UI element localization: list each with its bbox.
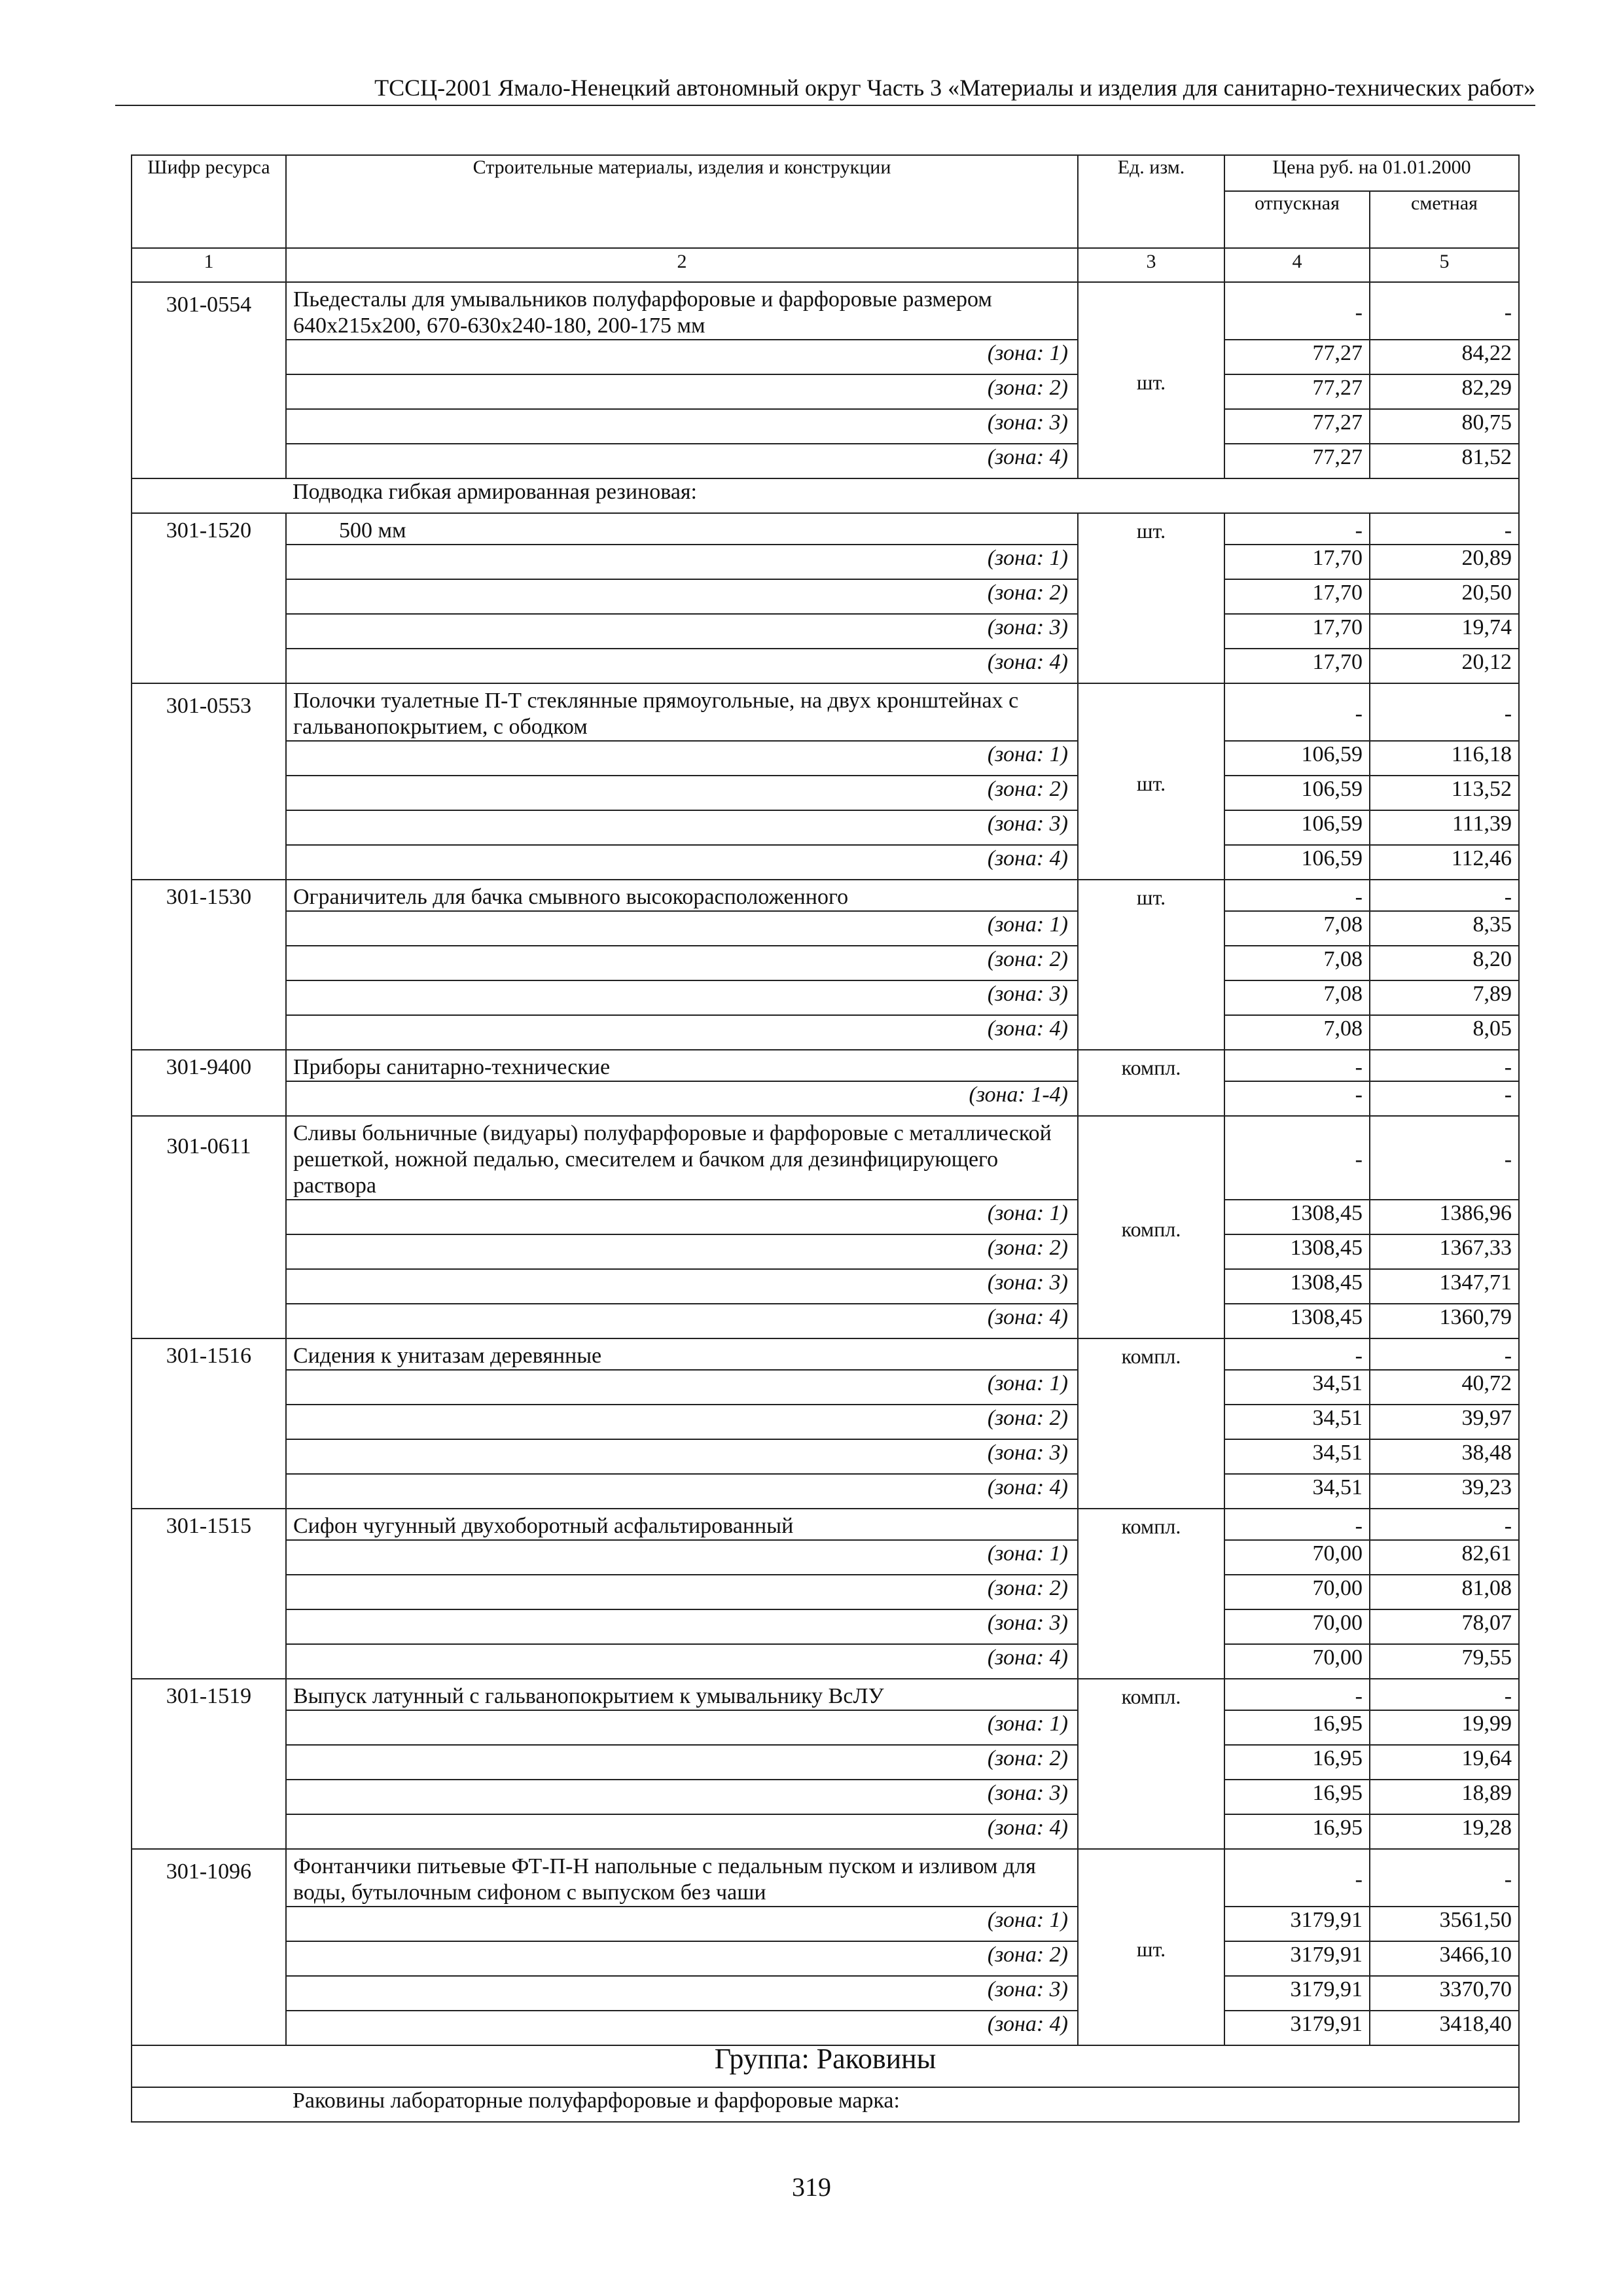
unit: шт.	[1078, 513, 1224, 683]
unit: компл.	[1078, 1338, 1224, 1509]
estimate-price: 82,61	[1370, 1540, 1519, 1575]
release-price: 77,27	[1224, 374, 1370, 409]
table-header-row	[132, 155, 1519, 191]
estimate-price: 8,35	[1370, 911, 1519, 946]
release-price: 7,08	[1224, 980, 1370, 1015]
unit: шт.	[1078, 880, 1224, 1050]
zone-label: (зона: 4)	[286, 444, 1078, 478]
zone-label: (зона: 2)	[286, 374, 1078, 409]
estimate-price: 39,97	[1370, 1405, 1519, 1439]
table-row	[132, 683, 1519, 741]
column-number: 2	[286, 248, 1078, 282]
zone-label: (зона: 2)	[286, 1575, 1078, 1609]
release-price: 17,70	[1224, 614, 1370, 649]
estimate-price: 80,75	[1370, 409, 1519, 444]
resource-code: 301-1519	[132, 1679, 286, 1849]
estimate-price: -	[1370, 1081, 1519, 1116]
empty-cell	[132, 2087, 286, 2122]
zone-row	[132, 1745, 1519, 1780]
release-price: 106,59	[1224, 776, 1370, 810]
release-price: 16,95	[1224, 1814, 1370, 1849]
release-price: 16,95	[1224, 1745, 1370, 1780]
release-price: 77,27	[1224, 444, 1370, 478]
zone-row	[132, 1081, 1519, 1116]
zone-label: (зона: 2)	[286, 946, 1078, 980]
estimate-price: -	[1370, 880, 1519, 911]
zone-row	[132, 614, 1519, 649]
release-price: 3179,91	[1224, 1941, 1370, 1976]
column-number: 1	[132, 248, 286, 282]
estimate-price: 38,48	[1370, 1439, 1519, 1474]
release-price: 106,59	[1224, 845, 1370, 880]
release-price: 70,00	[1224, 1540, 1370, 1575]
header-estimate-price: сметная	[1370, 191, 1519, 248]
estimate-price: 81,08	[1370, 1575, 1519, 1609]
zone-label: (зона: 1)	[286, 1710, 1078, 1745]
unit: компл.	[1078, 1509, 1224, 1679]
zone-label: (зона: 2)	[286, 1405, 1078, 1439]
release-price: -	[1224, 880, 1370, 911]
table-row	[132, 880, 1519, 911]
estimate-price: 81,52	[1370, 444, 1519, 478]
material-name: Выпуск латунный с гальванопокрытием к умывальнику ВсЛУ	[286, 1679, 1078, 1710]
unit: компл.	[1078, 1050, 1224, 1116]
empty-cell	[132, 478, 286, 513]
empty-cell	[1370, 478, 1519, 513]
zone-label: (зона: 3)	[286, 1269, 1078, 1304]
release-price: 77,27	[1224, 340, 1370, 374]
zone-label: (зона: 3)	[286, 980, 1078, 1015]
zone-row	[132, 741, 1519, 776]
zone-label: (зона: 2)	[286, 776, 1078, 810]
table-row	[132, 1050, 1519, 1081]
release-price: 1308,45	[1224, 1304, 1370, 1338]
estimate-price: 113,52	[1370, 776, 1519, 810]
zone-row	[132, 374, 1519, 409]
release-price: 1308,45	[1224, 1234, 1370, 1269]
estimate-price: 19,99	[1370, 1710, 1519, 1745]
resource-code: 301-0554	[132, 282, 286, 478]
empty-cell	[1224, 2087, 1370, 2122]
price-table	[131, 154, 1520, 2123]
release-price: -	[1224, 1509, 1370, 1540]
subheading-row	[132, 2087, 1519, 2122]
zone-label: (зона: 4)	[286, 1644, 1078, 1679]
zone-row	[132, 444, 1519, 478]
zone-row	[132, 1780, 1519, 1814]
material-name: Сифон чугунный двухоборотный асфальтированный	[286, 1509, 1078, 1540]
zone-label: (зона: 4)	[286, 2011, 1078, 2045]
estimate-price: 20,12	[1370, 649, 1519, 683]
zone-label: (зона: 4)	[286, 649, 1078, 683]
release-price: -	[1224, 1679, 1370, 1710]
zone-row	[132, 845, 1519, 880]
table-row	[132, 282, 1519, 340]
release-price: 1308,45	[1224, 1200, 1370, 1234]
zone-row	[132, 545, 1519, 579]
table-row	[132, 1849, 1519, 1907]
zone-row	[132, 1540, 1519, 1575]
zone-row	[132, 1304, 1519, 1338]
estimate-price: 3466,10	[1370, 1941, 1519, 1976]
estimate-price: -	[1370, 683, 1519, 741]
zone-label: (зона: 3)	[286, 1439, 1078, 1474]
table-row	[132, 1509, 1519, 1540]
estimate-price: -	[1370, 1849, 1519, 1907]
zone-label: (зона: 4)	[286, 1474, 1078, 1509]
material-name: Фонтанчики питьевые ФТ-П-Н напольные с педальным пуском и изливом для воды, бутылочным сифоном с выпуском без чаши	[286, 1849, 1078, 1907]
release-price: -	[1224, 1849, 1370, 1907]
unit: шт.	[1078, 683, 1224, 880]
release-price: -	[1224, 1116, 1370, 1200]
release-price: 7,08	[1224, 1015, 1370, 1050]
estimate-price: 19,74	[1370, 614, 1519, 649]
estimate-price: 111,39	[1370, 810, 1519, 845]
table-row	[132, 1116, 1519, 1200]
zone-label: (зона: 4)	[286, 1015, 1078, 1050]
release-price: 16,95	[1224, 1780, 1370, 1814]
zone-label: (зона: 2)	[286, 1941, 1078, 1976]
group-row	[132, 2045, 1519, 2087]
estimate-price: -	[1370, 513, 1519, 545]
release-price: 70,00	[1224, 1644, 1370, 1679]
estimate-price: 112,46	[1370, 845, 1519, 880]
estimate-price: -	[1370, 1679, 1519, 1710]
release-price: 77,27	[1224, 409, 1370, 444]
zone-row	[132, 980, 1519, 1015]
release-price: 34,51	[1224, 1474, 1370, 1509]
release-price: -	[1224, 1050, 1370, 1081]
zone-row	[132, 1200, 1519, 1234]
unit: шт.	[1078, 282, 1224, 478]
zone-row	[132, 2011, 1519, 2045]
zone-label: (зона: 2)	[286, 1234, 1078, 1269]
zone-row	[132, 1439, 1519, 1474]
zone-row	[132, 1710, 1519, 1745]
release-price: 70,00	[1224, 1575, 1370, 1609]
estimate-price: 84,22	[1370, 340, 1519, 374]
empty-cell	[1078, 2087, 1224, 2122]
zone-label: (зона: 4)	[286, 845, 1078, 880]
zone-label: (зона: 1)	[286, 340, 1078, 374]
column-number: 5	[1370, 248, 1519, 282]
zone-label: (зона: 1)	[286, 545, 1078, 579]
resource-code: 301-1515	[132, 1509, 286, 1679]
subheading-text: Подводка гибкая армированная резиновая:	[286, 478, 1078, 513]
estimate-price: -	[1370, 1116, 1519, 1200]
zone-label: (зона: 3)	[286, 810, 1078, 845]
column-number-row	[132, 248, 1519, 282]
release-price: 17,70	[1224, 579, 1370, 614]
zone-row	[132, 649, 1519, 683]
material-name: Приборы санитарно-технические	[286, 1050, 1078, 1081]
material-name: Пьедесталы для умывальников полуфарфоровые и фарфоровые размером 640x215x200, 670-630x240-180, 200-175 мм	[286, 282, 1078, 340]
header-unit: Ед. изм.	[1078, 155, 1224, 248]
table-row	[132, 1338, 1519, 1370]
header-release-price: отпускная	[1224, 191, 1370, 248]
estimate-price: 8,20	[1370, 946, 1519, 980]
estimate-price: 7,89	[1370, 980, 1519, 1015]
column-number: 3	[1078, 248, 1224, 282]
estimate-price: 18,89	[1370, 1780, 1519, 1814]
table-row	[132, 513, 1519, 545]
zone-label: (зона: 1)	[286, 1370, 1078, 1405]
release-price: 106,59	[1224, 810, 1370, 845]
estimate-price: -	[1370, 1509, 1519, 1540]
zone-label: (зона: 3)	[286, 1609, 1078, 1644]
unit: компл.	[1078, 1116, 1224, 1338]
estimate-price: 39,23	[1370, 1474, 1519, 1509]
subheading-row	[132, 478, 1519, 513]
release-price: 34,51	[1224, 1405, 1370, 1439]
running-header: ТССЦ-2001 Ямало-Ненецкий автономный округ Часть 3 «Материалы и изделия для санитарно-технических работ»	[374, 75, 1535, 101]
zone-row	[132, 776, 1519, 810]
zone-row	[132, 1941, 1519, 1976]
zone-row	[132, 1609, 1519, 1644]
estimate-price: 79,55	[1370, 1644, 1519, 1679]
zone-label: (зона: 1)	[286, 741, 1078, 776]
zone-label: (зона: 3)	[286, 409, 1078, 444]
zone-label: (зона: 3)	[286, 1780, 1078, 1814]
subheading-text: Раковины лабораторные полуфарфоровые и фарфоровые марка:	[286, 2087, 1078, 2122]
group-title: Группа: Раковины	[132, 2045, 1519, 2087]
zone-row	[132, 409, 1519, 444]
release-price: -	[1224, 1081, 1370, 1116]
zone-row	[132, 1234, 1519, 1269]
zone-label: (зона: 4)	[286, 1814, 1078, 1849]
zone-row	[132, 579, 1519, 614]
release-price: 17,70	[1224, 545, 1370, 579]
release-price: -	[1224, 683, 1370, 741]
empty-cell	[1224, 478, 1370, 513]
estimate-price: 78,07	[1370, 1609, 1519, 1644]
header-price-group: Цена руб. на 01.01.2000	[1224, 155, 1519, 191]
release-price: 1308,45	[1224, 1269, 1370, 1304]
zone-row	[132, 1907, 1519, 1941]
material-name: Сидения к унитазам деревянные	[286, 1338, 1078, 1370]
zone-row	[132, 810, 1519, 845]
estimate-price: 1367,33	[1370, 1234, 1519, 1269]
resource-code: 301-1516	[132, 1338, 286, 1509]
zone-row	[132, 946, 1519, 980]
header-code: Шифр ресурса	[132, 155, 286, 248]
zone-row	[132, 1575, 1519, 1609]
column-number: 4	[1224, 248, 1370, 282]
estimate-price: 1360,79	[1370, 1304, 1519, 1338]
zone-row	[132, 1814, 1519, 1849]
resource-code: 301-1520	[132, 513, 286, 683]
estimate-price: 20,50	[1370, 579, 1519, 614]
release-price: 7,08	[1224, 946, 1370, 980]
zone-row	[132, 1976, 1519, 2011]
empty-cell	[1370, 2087, 1519, 2122]
estimate-price: 1347,71	[1370, 1269, 1519, 1304]
estimate-price: 3561,50	[1370, 1907, 1519, 1941]
release-price: 106,59	[1224, 741, 1370, 776]
zone-row	[132, 1370, 1519, 1405]
resource-code: 301-0553	[132, 683, 286, 880]
estimate-price: -	[1370, 1338, 1519, 1370]
header-name: Строительные материалы, изделия и конструкции	[286, 155, 1078, 248]
unit: шт.	[1078, 1849, 1224, 2045]
release-price: 7,08	[1224, 911, 1370, 946]
resource-code: 301-1530	[132, 880, 286, 1050]
header-rule	[115, 105, 1535, 106]
resource-code: 301-1096	[132, 1849, 286, 2045]
zone-label: (зона: 1-4)	[286, 1081, 1078, 1116]
estimate-price: 1386,96	[1370, 1200, 1519, 1234]
zone-label: (зона: 1)	[286, 911, 1078, 946]
release-price: 3179,91	[1224, 1907, 1370, 1941]
release-price: 3179,91	[1224, 2011, 1370, 2045]
estimate-price: 8,05	[1370, 1015, 1519, 1050]
release-price: -	[1224, 282, 1370, 340]
page-number: 319	[792, 2172, 831, 2202]
estimate-price: 40,72	[1370, 1370, 1519, 1405]
release-price: 70,00	[1224, 1609, 1370, 1644]
zone-row	[132, 1405, 1519, 1439]
zone-label: (зона: 4)	[286, 1304, 1078, 1338]
release-price: 17,70	[1224, 649, 1370, 683]
zone-label: (зона: 2)	[286, 1745, 1078, 1780]
material-name: 500 мм	[286, 513, 1078, 545]
estimate-price: 19,64	[1370, 1745, 1519, 1780]
zone-row	[132, 340, 1519, 374]
release-price: 34,51	[1224, 1439, 1370, 1474]
material-name: Ограничитель для бачка смывного высокорасположенного	[286, 880, 1078, 911]
zone-label: (зона: 1)	[286, 1540, 1078, 1575]
estimate-price: 19,28	[1370, 1814, 1519, 1849]
estimate-price: 82,29	[1370, 374, 1519, 409]
zone-row	[132, 1644, 1519, 1679]
empty-cell	[1078, 478, 1224, 513]
resource-code: 301-0611	[132, 1116, 286, 1338]
release-price: 34,51	[1224, 1370, 1370, 1405]
zone-row	[132, 911, 1519, 946]
material-name: Сливы больничные (видуары) полуфарфоровые и фарфоровые с металлической решеткой, ножной педалью, смесителем и бачком для дезинфицирующего раствора	[286, 1116, 1078, 1200]
zone-label: (зона: 1)	[286, 1200, 1078, 1234]
estimate-price: 3370,70	[1370, 1976, 1519, 2011]
zone-row	[132, 1474, 1519, 1509]
estimate-price: 116,18	[1370, 741, 1519, 776]
zone-label: (зона: 1)	[286, 1907, 1078, 1941]
release-price: 3179,91	[1224, 1976, 1370, 2011]
estimate-price: -	[1370, 282, 1519, 340]
material-name: Полочки туалетные П-Т стеклянные прямоугольные, на двух кронштейнах с гальванопокрытием, с ободком	[286, 683, 1078, 741]
zone-label: (зона: 3)	[286, 614, 1078, 649]
release-price: -	[1224, 1338, 1370, 1370]
resource-code: 301-9400	[132, 1050, 286, 1116]
zone-row	[132, 1269, 1519, 1304]
zone-label: (зона: 3)	[286, 1976, 1078, 2011]
zone-label: (зона: 2)	[286, 579, 1078, 614]
table-row	[132, 1679, 1519, 1710]
estimate-price: 20,89	[1370, 545, 1519, 579]
release-price: 16,95	[1224, 1710, 1370, 1745]
estimate-price: -	[1370, 1050, 1519, 1081]
table-body	[132, 282, 1519, 2122]
estimate-price: 3418,40	[1370, 2011, 1519, 2045]
zone-row	[132, 1015, 1519, 1050]
unit: компл.	[1078, 1679, 1224, 1849]
release-price: -	[1224, 513, 1370, 545]
